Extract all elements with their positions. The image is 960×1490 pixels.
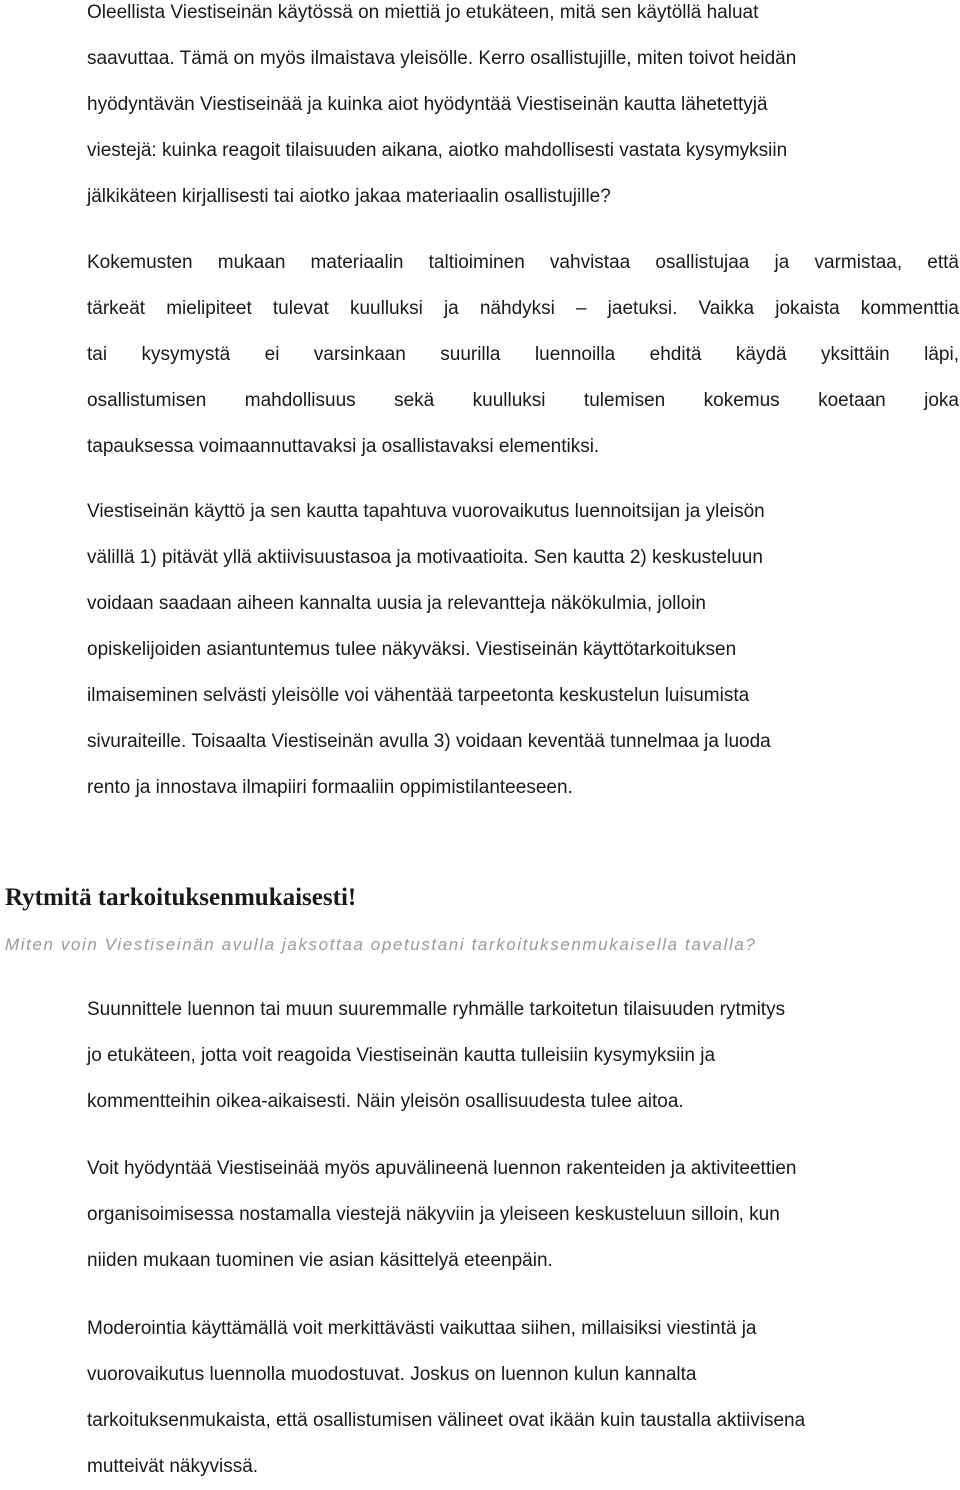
paragraph-line: sivuraiteille. Toisaalta Viestiseinän avulla 3) voidaan keventää tunnelmaa ja luoda: [87, 731, 771, 752]
paragraph-line: voidaan saadaan aiheen kannalta uusia ja relevantteja näkökulmia, jolloin: [87, 593, 706, 614]
paragraph-3: [87, 489, 959, 811]
paragraph-1: [87, 0, 959, 220]
paragraph-line: jälkikäteen kirjallisesti tai aiotko jakaa materiaalin osallistujille?: [87, 186, 611, 207]
paragraph-line: Kokemusten mukaan materiaalin taltioiminen vahvistaa osallistujaa ja varmistaa, että: [87, 252, 959, 273]
paragraph-line: Voit hyödyntää Viestiseinää myös apuvälineenä luennon rakenteiden ja aktiviteettien: [87, 1158, 797, 1179]
paragraph-2: [87, 240, 959, 470]
section-heading: Rytmitä tarkoituksenmukaisesti!: [5, 884, 357, 911]
paragraph-line: jo etukäteen, jotta voit reagoida Viestiseinän kautta tulleisiin kysymyksiin ja: [87, 1045, 716, 1066]
paragraph-line: vuorovaikutus luennolla muodostuvat. Joskus on luennon kulun kannalta: [87, 1364, 697, 1385]
paragraph-6: [87, 1306, 959, 1490]
paragraph-line: mutteivät näkyvissä.: [87, 1456, 259, 1477]
paragraph-line: rento ja innostava ilmapiiri formaaliin oppimistilanteeseen.: [87, 777, 573, 798]
paragraph-line: organisoimisessa nostamalla viestejä näkyviin ja yleiseen keskusteluun silloin, kun: [87, 1204, 780, 1225]
paragraph-line: Suunnittele luennon tai muun suuremmalle ryhmälle tarkoitetun tilaisuuden rytmitys: [87, 999, 786, 1020]
paragraph-line: osallistumisen mahdollisuus sekä kuulluksi tulemisen kokemus koetaan joka: [87, 390, 959, 411]
paragraph-line: tärkeät mielipiteet tulevat kuulluksi ja nähdyksi – jaetuksi. Vaikka jokaista kommenttia: [87, 298, 959, 319]
paragraph-line: hyödyntävän Viestiseinää ja kuinka aiot hyödyntää Viestiseinän kautta lähetettyjä: [87, 94, 768, 115]
paragraph-line: tai kysymystä ei varsinkaan suurilla luennoilla ehditä käydä yksittäin läpi,: [87, 344, 959, 365]
paragraph-line: Moderointia käyttämällä voit merkittävästi vaikuttaa siihen, millaisiksi viestintä ja: [87, 1318, 757, 1339]
paragraph-line: viestejä: kuinka reagoit tilaisuuden aikana, aiotko mahdollisesti vastata kysymyksiin: [87, 140, 788, 161]
paragraph-line: tarkoituksenmukaista, että osallistumisen välineet ovat ikään kuin taustalla aktiivisena: [87, 1410, 806, 1431]
paragraph-line: tapauksessa voimaannuttavaksi ja osallistavaksi elementiksi.: [87, 436, 600, 457]
paragraph-5: [87, 1146, 959, 1284]
paragraph-line: Viestiseinän käyttö ja sen kautta tapahtuva vuorovaikutus luennoitsijan ja yleisön: [87, 501, 765, 522]
paragraph-4: [87, 987, 959, 1125]
paragraph-line: ilmaiseminen selvästi yleisölle voi vähentää tarpeetonta keskustelun luisumista: [87, 685, 750, 706]
paragraph-line: välillä 1) pitävät yllä aktiivisuustasoa ja motivaatioita. Sen kautta 2) keskusteluun: [87, 547, 763, 568]
section-subheading: Miten voin Viestiseinän avulla jaksottaa opetustani tarkoituksenmukaisella tavalla?: [5, 935, 757, 954]
paragraph-line: opiskelijoiden asiantuntemus tulee näkyväksi. Viestiseinän käyttötarkoituksen: [87, 639, 737, 660]
paragraph-line: niiden mukaan tuominen vie asian käsittelyä eteenpäin.: [87, 1250, 553, 1271]
paragraph-line: saavuttaa. Tämä on myös ilmaistava yleisölle. Kerro osallistujille, miten toivot heidän: [87, 48, 797, 69]
paragraph-line: Oleellista Viestiseinän käytössä on miettiä jo etukäteen, mitä sen käytöllä haluat: [87, 2, 759, 23]
paragraph-line: kommentteihin oikea-aikaisesti. Näin yleisön osallisuudesta tulee aitoa.: [87, 1091, 684, 1112]
